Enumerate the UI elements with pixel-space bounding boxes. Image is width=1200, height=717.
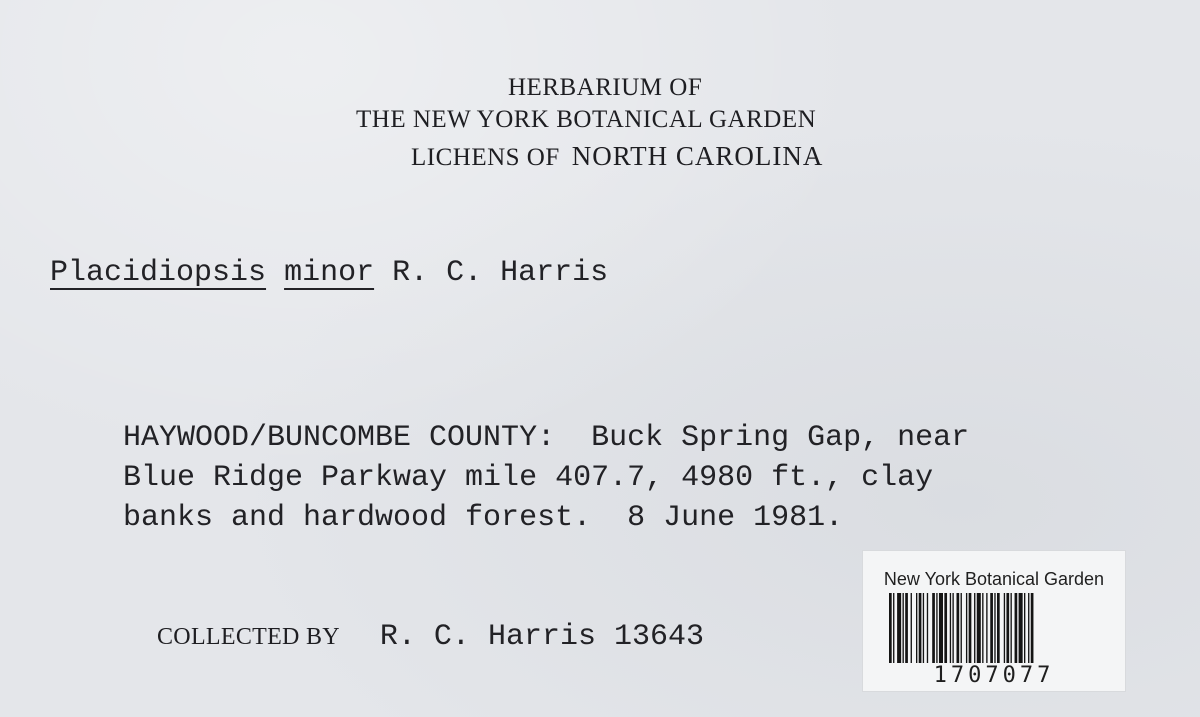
barcode-bar — [977, 593, 981, 663]
barcode-bar — [1011, 593, 1012, 663]
barcode-bar — [932, 593, 935, 663]
taxon-genus: Placidiopsis — [50, 256, 267, 290]
taxon-species: minor — [284, 256, 375, 290]
barcode-bar — [911, 593, 912, 663]
barcode-bar — [994, 593, 995, 663]
barcode-bar — [889, 593, 892, 663]
locality-line-2: Blue Ridge Parkway mile 407.7, 4980 ft., clay — [123, 461, 934, 495]
barcode-bar — [1019, 593, 1023, 663]
barcode-bar — [916, 593, 917, 663]
collector-name-number: R. C. Harris 13643 — [379, 620, 704, 654]
barcode-bar — [1028, 593, 1029, 663]
barcode-bar — [966, 593, 967, 663]
barcode-bar — [936, 593, 937, 663]
barcode-bar — [957, 593, 960, 663]
collector-line — [157, 620, 704, 654]
barcode-bar — [903, 593, 904, 663]
barcode-bar — [986, 593, 987, 663]
barcode-bar — [1004, 593, 1005, 663]
locality-line-1: HAYWOOD/BUNCOMBE COUNTY: Buck Spring Gap, near — [123, 421, 970, 455]
taxon-name — [50, 256, 608, 290]
barcode-bar — [952, 593, 953, 663]
barcode-bar — [961, 593, 962, 663]
locality-block — [123, 418, 969, 538]
locality-line-3: banks and hardwood forest. 8 June 1981. — [123, 501, 844, 535]
header-line-1: HERBARIUM OF — [508, 74, 703, 101]
barcode-bar — [893, 593, 894, 663]
header-lichens-of: LICHENS OF — [411, 144, 560, 171]
barcode-bar — [939, 593, 943, 663]
barcode-bars — [889, 593, 1099, 663]
header-line-3 — [411, 141, 823, 172]
barcode-bar — [1006, 593, 1009, 663]
barcode-bar — [1024, 593, 1025, 663]
barcode-institution: New York Botanical Garden — [883, 569, 1105, 589]
barcode-bar — [923, 593, 924, 663]
barcode-bar — [982, 593, 983, 663]
barcode-sticker — [863, 551, 1125, 691]
barcode-bar — [944, 593, 947, 663]
barcode-bar — [1015, 593, 1018, 663]
barcode-bar — [990, 593, 993, 663]
barcode-bar — [974, 593, 975, 663]
barcode-bar — [927, 593, 928, 663]
barcode-number: 1707077 — [933, 663, 1055, 688]
collected-by-caption: COLLECTED BY — [157, 624, 340, 650]
header-state: NORTH CAROLINA — [571, 141, 824, 171]
barcode-bar — [950, 593, 951, 663]
barcode-bar — [905, 593, 908, 663]
taxon-authority: R. C. Harris — [392, 256, 609, 290]
barcode-bar — [997, 593, 1000, 663]
header-line-2: THE NEW YORK BOTANICAL GARDEN — [356, 106, 817, 133]
barcode-bar — [897, 593, 901, 663]
barcode-bar — [969, 593, 972, 663]
barcode-bar — [1031, 593, 1034, 663]
barcode-bar — [919, 593, 922, 663]
